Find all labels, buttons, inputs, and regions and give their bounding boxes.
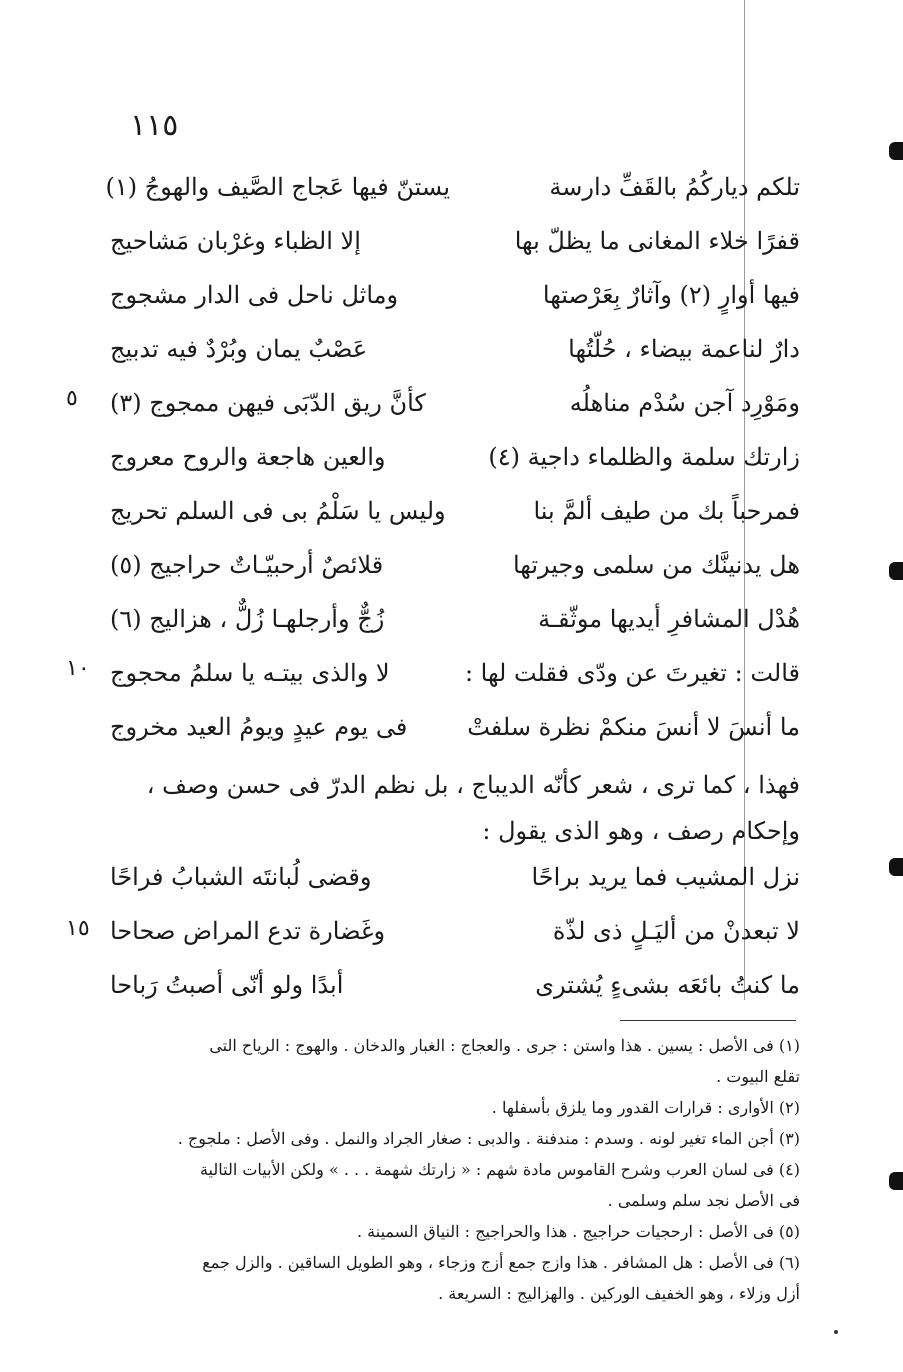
verse-line [105, 160, 800, 214]
footnote-line: (٢) الأوارى : قرارات القدور وما يلزق بأسفلها . [491, 1098, 800, 1117]
edge-mark [889, 858, 903, 876]
verse-second-hemistich: كأنَّ ريق الدّبَى فيهن ممجوج (٣) [110, 389, 426, 417]
footnote-line: (٤) فى لسان العرب وشرح القاموس مادة شهم : « زارتك شهمة . . . » ولكن الأبيات التالية [199, 1160, 800, 1179]
verse-second-hemistich: أبدًا ولو أنّى أصبتُ رَباحا [110, 971, 344, 999]
verse-first-hemistich: قفرًا خلاء المغانى ما يظلّ بها [514, 227, 800, 255]
footnote-line: أزل وزلاء ، وهو الخفيف الوركين . والهزاليج : السريعة . [438, 1284, 800, 1303]
verse-second-hemistich: وماثل ناحل فى الدار مشجوج [110, 281, 399, 309]
footnote-line: تقلع البيوت . [716, 1067, 800, 1086]
poem-block-2 [110, 850, 800, 1012]
line-number: ١٠ [66, 656, 90, 681]
page-dot [834, 1330, 838, 1334]
verse-first-hemistich: زارتك سلمة والظلماء داجية (٤) [488, 443, 800, 471]
verse-first-hemistich: تلكم دياركُمُ بالقَفِّ دارسة [549, 173, 800, 201]
verse-line [110, 904, 800, 958]
verse-second-hemistich: عَصْبٌ يمان وبُرْدٌ فيه تدبيج [110, 335, 368, 363]
prose-paragraph: فهذا ، كما ترى ، شعر كأنّه الديباج ، بل نظم الدرّ فى حسن وصف ، وإحكام رصف ، وهو الذى يقول : [146, 771, 800, 845]
verse-first-hemistich: دارٌ لناعمة بيضاء ، حُلّتُها [568, 335, 800, 363]
verse-second-hemistich: وغَضارة تدع المراض صحاحا [110, 917, 386, 945]
verse-second-hemistich: زُجٌّ وأرجلهـا زُلٌّ ، هزاليج (٦) [110, 605, 385, 633]
verse-second-hemistich: يستنّ فيها عَجاج الصَّيف والهوجُ (١) [105, 173, 450, 201]
verse-first-hemistich: هل يدنينَّك من سلمى وجيرتها [512, 551, 800, 579]
footnote-line: فى الأصل نجد سلم وسلمى . [607, 1191, 800, 1210]
poem-block-1 [105, 160, 800, 754]
page-number: ١١٥ [130, 108, 179, 143]
verse-first-hemistich: فيها أوارٍ (٢) وآثارٌ بِعَرْصتها [542, 281, 800, 309]
verse-first-hemistich: ومَوْرِد آجن سُدْم مناهلُه [569, 389, 800, 417]
verse-line [110, 268, 800, 322]
footnote-line: (٣) أجن الماء تغير لونه . وسدم : مندفنة . والدبى : صغار الجراد والنمل . وفى الأصل : ملجوج . [177, 1129, 800, 1148]
verse-first-hemistich: فمرحباً بك من طيف ألمَّ بنا [533, 497, 800, 525]
footnote-line: (١) فى الأصل : يسين . هذا واستن : جرى . والعجاج : الغبار والدخان . والهوج : الرياح التى [209, 1036, 800, 1055]
footnotes [110, 1030, 800, 1309]
verse-line [110, 322, 800, 376]
verse-second-hemistich: فى يوم عيدٍ ويومُ العيد مخروج [110, 713, 408, 741]
verse-first-hemistich: هُدْل المشافرِ أيديها موثّقـة [538, 605, 800, 633]
footnote-line: (٦) فى الأصل : هل المشافر . هذا وازج جمع أزج وزجاء ، وهو الطويل الساقين . والزل جمع [202, 1253, 800, 1272]
verse-first-hemistich: ما كنتُ بائعَه بشىءٍ يُشترى [535, 971, 800, 999]
footnote-line: (٥) فى الأصل : ارحجيات حراجيج . هذا والحراجيج : النياق السمينة . [356, 1222, 800, 1241]
verse-second-hemistich: لا والذى بيتـه يا سلمُ محجوج [110, 659, 390, 687]
verse-second-hemistich: قلائصٌ أرحبيّـاتٌ حراجيج (٥) [110, 551, 384, 579]
verse-line [110, 376, 800, 430]
verse-second-hemistich: والعين هاجعة والروح معروج [110, 443, 386, 471]
verse-line [110, 214, 800, 268]
edge-mark [889, 142, 903, 160]
verse-line [110, 850, 800, 904]
verse-first-hemistich: لا تبعدنْ من أليَـلٍ ذى لذّة [552, 917, 800, 945]
footnote-rule [620, 1020, 796, 1021]
verse-first-hemistich: قالت : تغيرتَ عن ودّى فقلت لها : [464, 659, 800, 687]
verse-first-hemistich: نزل المشيب فما يريد براحًا [531, 863, 800, 891]
line-number: ٥ [66, 386, 78, 411]
verse-second-hemistich: وقضى لُبانتَه الشبابُ فراحًا [110, 863, 372, 891]
edge-mark [889, 562, 903, 580]
verse-line [110, 700, 800, 754]
line-number: ١٥ [66, 916, 90, 941]
verse-second-hemistich: إلا الظباء وغرْبان مَشاحيج [110, 227, 361, 255]
edge-mark [889, 1172, 903, 1190]
verse-line [110, 646, 800, 700]
verse-first-hemistich: ما أنسَ لا أنسَ منكمْ نظرة سلفتْ [467, 713, 800, 741]
verse-line [110, 484, 800, 538]
verse-line [110, 958, 800, 1012]
verse-second-hemistich: وليس يا سَلْمُ بى فى السلم تحريج [110, 497, 446, 525]
verse-line [110, 592, 800, 646]
verse-line [110, 430, 800, 484]
verse-line [110, 538, 800, 592]
